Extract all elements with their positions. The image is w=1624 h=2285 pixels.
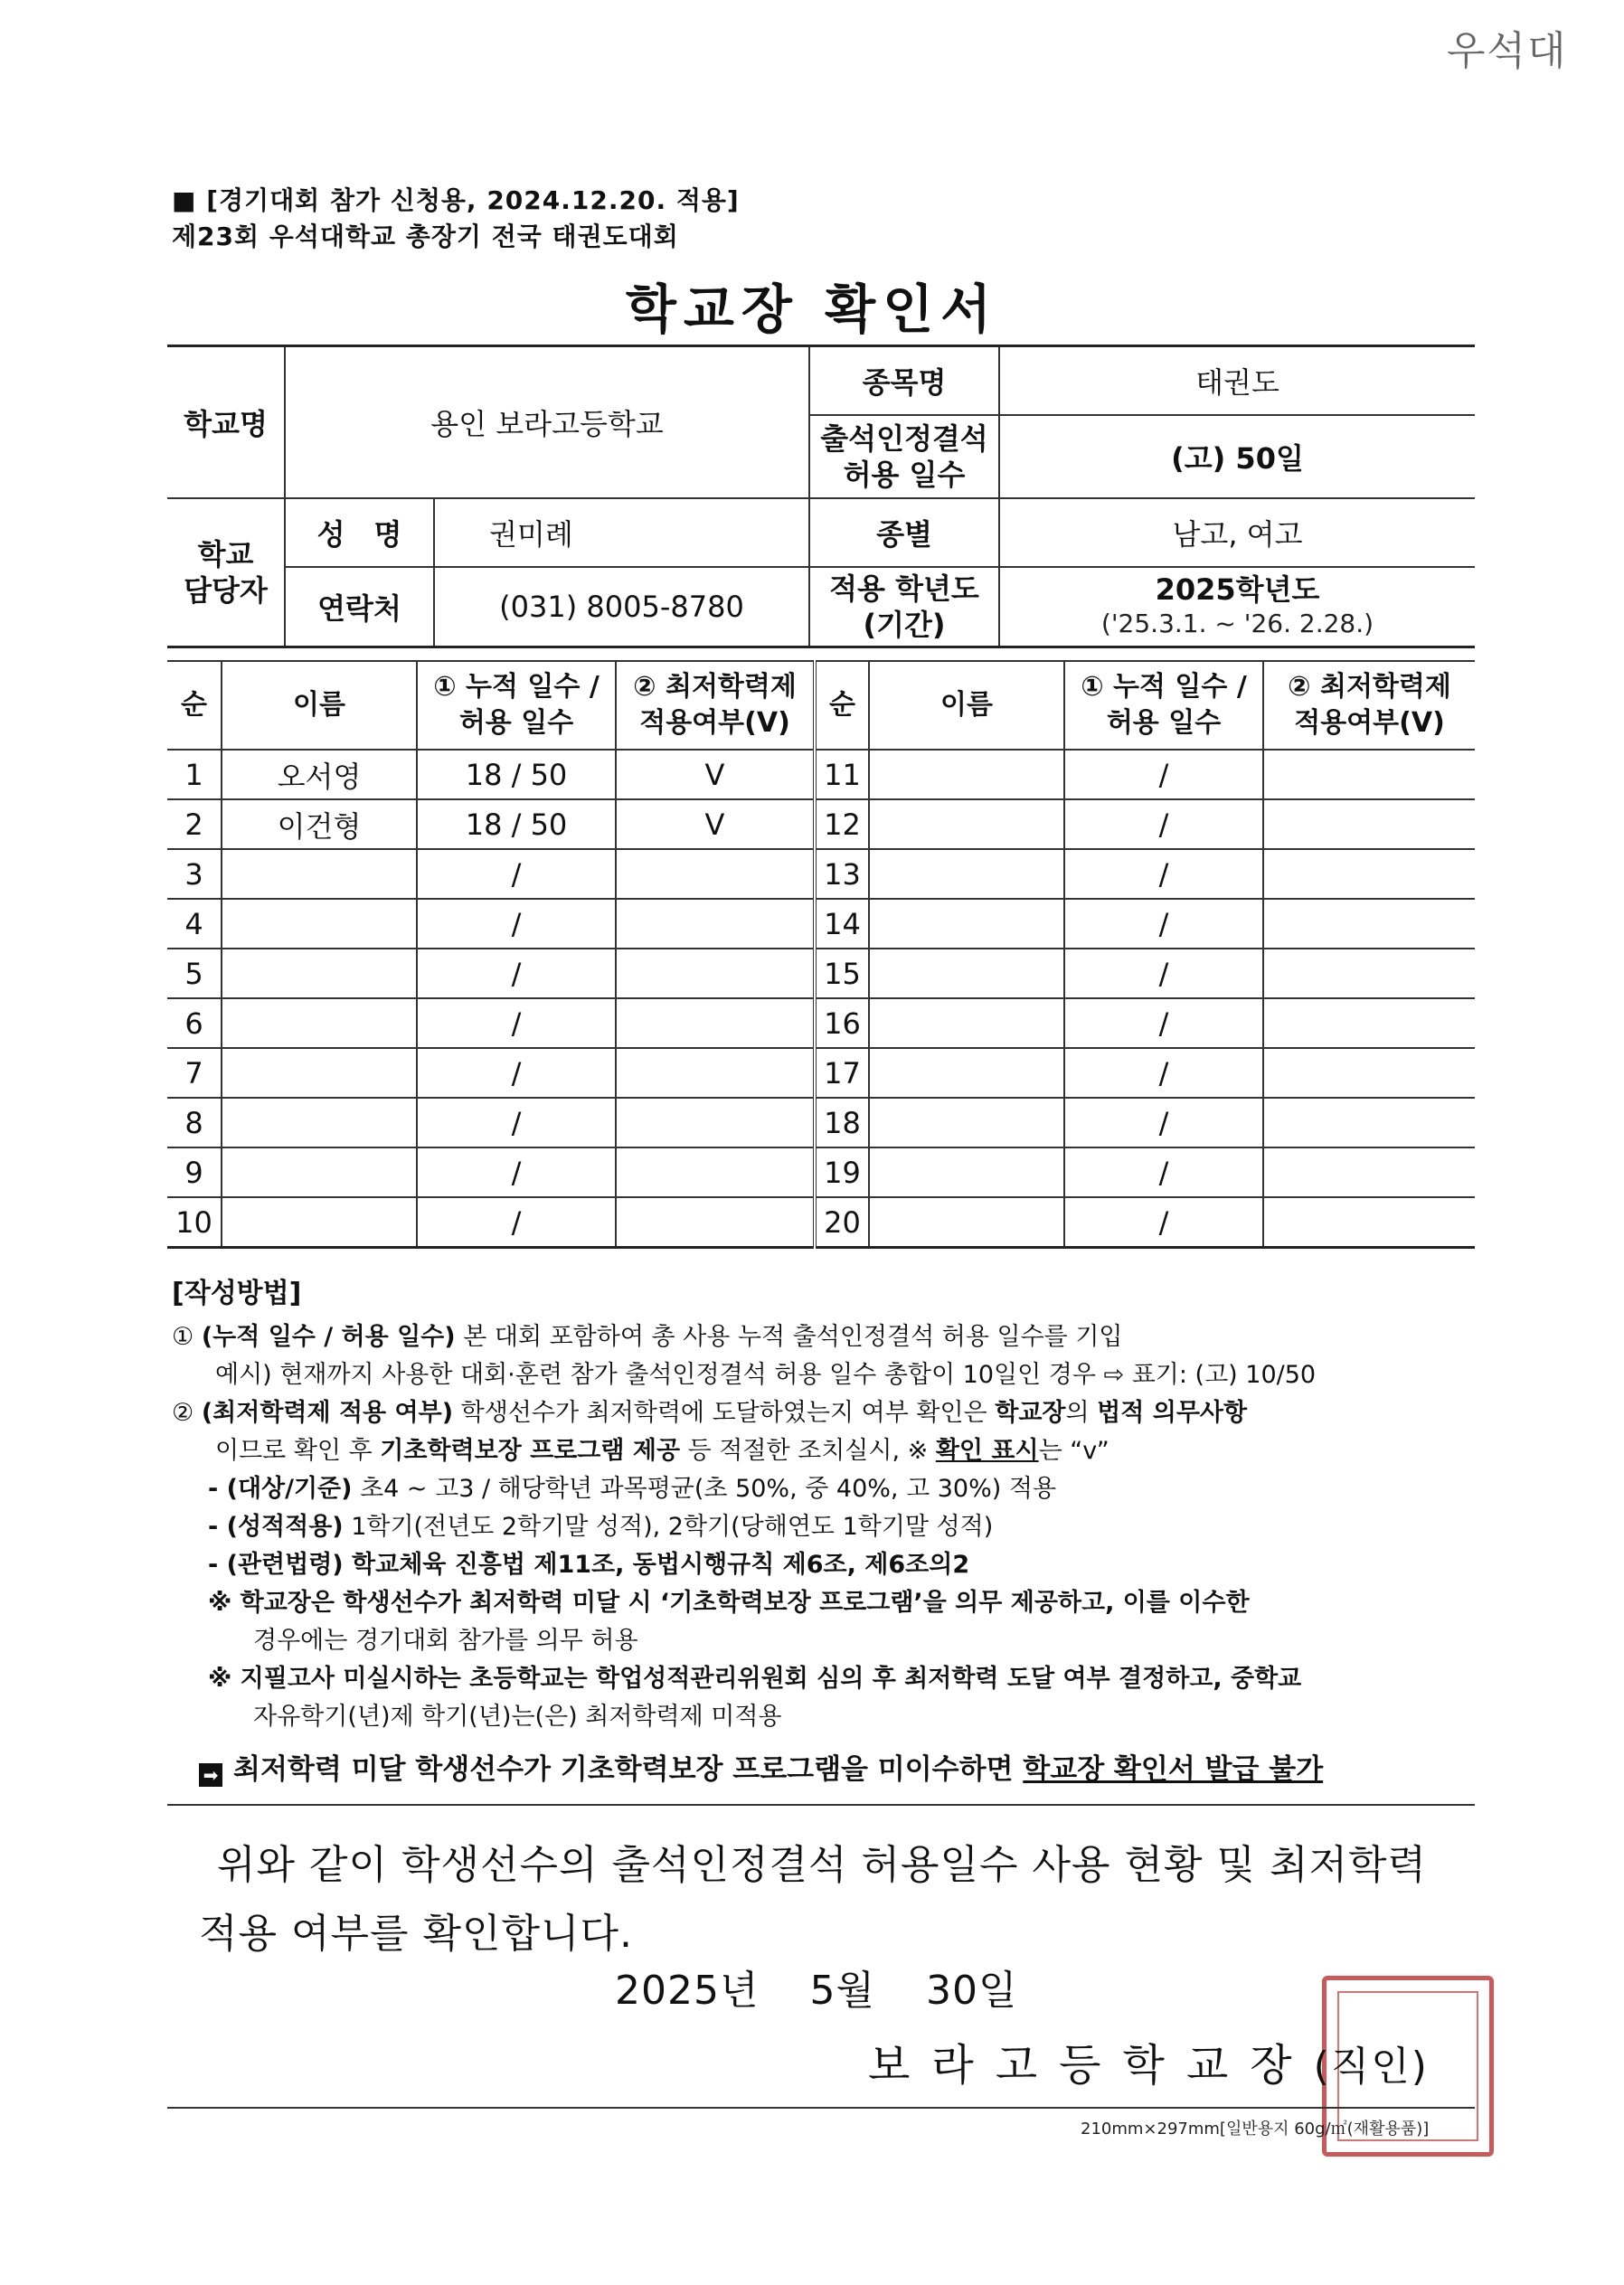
criteria-grade-text: 1학기(전년도 2학기말 성적), 2학기(당해연도 1학기말 성적) [343, 1513, 994, 1541]
instructions-title: [작성방법] [172, 1278, 302, 1309]
row-name [222, 949, 417, 998]
school-name-value: 용인 보라고등학교 [285, 346, 809, 499]
instruction-1-text: 본 대회 포함하여 총 사용 누적 출석인정결석 허용 일수를 기입 [455, 1323, 1123, 1351]
date-day: 30일 [925, 1968, 1018, 2014]
row-no-right: 14 [815, 899, 869, 949]
table-row [167, 1197, 1475, 1248]
header-days-right-line2: 허용 일수 [1106, 707, 1222, 739]
sport-label: 종목명 [809, 346, 999, 416]
note-1-line1: ※ 학교장은 학생선수가 최저학력 미달 시 ‘기초학력보장 프로그램’을 의무 제공하고, 이를 이수한 [208, 1589, 1250, 1617]
row-days-right: / [1064, 750, 1263, 799]
divider [167, 1804, 1475, 1806]
criteria-target [172, 1470, 1474, 1508]
row-name-right [869, 849, 1064, 899]
instruction-1-example: 예시) 현재까지 사용한 대회·훈련 참가 출석인정결석 허용 일수 총합이 10일인 경우 ⇨ 표기: (고) 10/50 [215, 1361, 1317, 1389]
row-days: / [417, 1098, 616, 1147]
row-days-right: / [1064, 799, 1263, 849]
row-no-right: 13 [815, 849, 869, 899]
row-no: 3 [167, 849, 222, 899]
manager-name-label: 성 명 [285, 498, 434, 567]
table-row [167, 949, 1475, 998]
school-year-period: ('25.3.1. ~ '26. 2.28.) [1100, 609, 1374, 638]
row-no-right: 15 [815, 949, 869, 998]
note-2-line2: 자유학기(년)제 학기(년)는(은) 최저학력제 미적용 [253, 1703, 782, 1731]
manager-label-line2: 담당자 [184, 573, 268, 608]
row-min-score-right [1263, 849, 1475, 899]
row-min-score-right [1263, 949, 1475, 998]
handwritten-note: 우석대 [1447, 28, 1568, 74]
header-days-line2: 허용 일수 [458, 707, 574, 739]
row-name: 오서영 [222, 750, 417, 799]
row-no: 8 [167, 1098, 222, 1147]
final-warning-underline: 학교장 확인서 발급 불가 [1023, 1753, 1324, 1786]
school-name-label: 학교명 [167, 346, 285, 499]
confirmation-line1: 위와 같이 학생선수의 출석인정결석 허용일수 사용 현황 및 최저학력 [217, 1842, 1427, 1888]
principal-seal-label: (직인) [1313, 2044, 1429, 2090]
row-days: / [417, 1147, 616, 1197]
principal-signature [868, 2030, 1429, 2092]
table-row [167, 750, 1475, 799]
document-title: 학교장 확인서 [625, 279, 999, 340]
row-min-score [616, 1098, 815, 1147]
date-month: 5월 [809, 1968, 875, 2014]
school-year-label-line2: (기간) [863, 608, 946, 642]
row-no: 9 [167, 1147, 222, 1197]
manager-name-value: 권미례 [434, 498, 809, 567]
instruction-2-cont-underline: 확인 표시 [935, 1437, 1039, 1465]
row-min-score [616, 1048, 815, 1098]
contact-value: (031) 8005-8780 [434, 567, 809, 647]
arrow-right-icon: ➡ [199, 1763, 222, 1787]
confirmation-line2: 적용 여부를 확인합니다. [199, 1911, 633, 1957]
header-min-score-right-line1: ② 최저학력제 [1288, 671, 1451, 703]
row-no-right: 17 [815, 1048, 869, 1098]
instruction-2-text-c: 의 [1065, 1399, 1098, 1427]
header-days-line1: ① 누적 일수 / [433, 671, 600, 703]
school-year-label [809, 567, 999, 647]
final-warning-text: 최저학력 미달 학생선수가 기초학력보장 프로그램을 미이수하면 [233, 1753, 1024, 1786]
instruction-2-cont-bold: 기초학력보장 프로그램 제공 [380, 1437, 681, 1465]
row-name [222, 1048, 417, 1098]
header-days [417, 661, 616, 750]
criteria-grade-label: - (성적적용) [208, 1513, 344, 1541]
row-name [222, 899, 417, 949]
row-min-score [616, 849, 815, 899]
instructions-section [172, 1275, 1474, 1789]
criteria-target-text: 초4 ~ 고3 / 해당학년 과목평균(초 50%, 중 40%, 고 30%) 적용 [352, 1475, 1057, 1503]
row-days: / [417, 899, 616, 949]
sport-value: 태권도 [999, 346, 1475, 416]
table-row [167, 799, 1475, 849]
header-no-right: 순 [815, 661, 869, 750]
row-no: 4 [167, 899, 222, 949]
row-min-score-right [1263, 998, 1475, 1048]
row-days-right: / [1064, 1197, 1263, 1248]
row-no-right: 20 [815, 1197, 869, 1248]
row-min-score-right [1263, 750, 1475, 799]
row-min-score-right [1263, 1048, 1475, 1098]
row-name-right [869, 1048, 1064, 1098]
row-name [222, 1147, 417, 1197]
header-min-score-right-line2: 적용여부(V) [1294, 707, 1445, 739]
row-days: / [417, 849, 616, 899]
row-no: 1 [167, 750, 222, 799]
row-name [222, 998, 417, 1048]
header-min-score-line2: 적용여부(V) [639, 707, 790, 739]
instruction-2-heading: (최저학력제 적용 여부) [201, 1399, 454, 1427]
final-warning [172, 1751, 1474, 1789]
row-min-score-right [1263, 899, 1475, 949]
student-list-table [167, 660, 1475, 1249]
row-name [222, 1098, 417, 1147]
instruction-2-cont-b: 등 적절한 조치실시, ※ [680, 1437, 936, 1465]
note-1-line2: 경우에는 경기대회 참가를 의무 허용 [253, 1627, 638, 1655]
instruction-1-heading: (누적 일수 / 허용 일수) [201, 1323, 456, 1351]
principal-name: 보라고등학교장 [868, 2040, 1314, 2091]
contact-label: 연락처 [285, 567, 434, 647]
criteria-law-text: 학교체육 진흥법 제11조, 동법시행규칙 제6조, 제6조의2 [343, 1551, 970, 1579]
row-min-score [616, 1147, 815, 1197]
header-days-right [1064, 661, 1263, 750]
row-days-right: / [1064, 849, 1263, 899]
instruction-item-2 [172, 1394, 1474, 1432]
row-min-score [616, 949, 815, 998]
row-days-right: / [1064, 949, 1263, 998]
absence-days-label-line1: 출석인정결석 [820, 421, 988, 456]
instruction-2-bold-d: 법적 의무사항 [1097, 1399, 1248, 1427]
row-days-right: / [1064, 1048, 1263, 1098]
row-name-right [869, 949, 1064, 998]
row-name [222, 849, 417, 899]
row-min-score-right [1263, 1098, 1475, 1147]
row-min-score [616, 998, 815, 1048]
row-min-score-right [1263, 799, 1475, 849]
school-year-value [999, 567, 1475, 647]
header-min-score [616, 661, 815, 750]
row-name-right [869, 998, 1064, 1048]
row-min-score [616, 1197, 815, 1248]
row-no-right: 12 [815, 799, 869, 849]
manager-label-line1: 학교 [197, 537, 254, 571]
row-min-score: V [616, 750, 815, 799]
header-event-name: 제23회 우석대학교 총장기 전국 태권도대회 [172, 222, 679, 251]
instruction-2-cont-c: 는 “v” [1038, 1437, 1109, 1465]
table-row [167, 849, 1475, 899]
header-name: 이름 [222, 661, 417, 750]
table-row [167, 1048, 1475, 1098]
instruction-item-1 [172, 1318, 1474, 1356]
note-2-line1: ※ 지필고사 미실시하는 초등학교는 학업성적관리위원회 심의 후 최저학력 도달 여부 결정하고, 중학교 [208, 1665, 1302, 1693]
row-no-right: 18 [815, 1098, 869, 1147]
row-no: 7 [167, 1048, 222, 1098]
row-min-score: V [616, 799, 815, 849]
criteria-grade [172, 1508, 1474, 1546]
absence-days-label-line2: 허용 일수 [843, 458, 966, 492]
row-days: / [417, 1048, 616, 1098]
row-no: 6 [167, 998, 222, 1048]
row-name-right [869, 1098, 1064, 1147]
row-name-right [869, 750, 1064, 799]
criteria-target-label: - (대상/기준) [208, 1475, 353, 1503]
row-no-right: 19 [815, 1147, 869, 1197]
row-days-right: / [1064, 1098, 1263, 1147]
instruction-number-1: ① [172, 1323, 194, 1351]
row-days-right: / [1064, 998, 1263, 1048]
row-no-right: 16 [815, 998, 869, 1048]
manager-label [167, 498, 285, 647]
row-name [222, 1197, 417, 1248]
divider-bottom [167, 2107, 1475, 2109]
absence-days-label [809, 415, 999, 498]
row-no-right: 11 [815, 750, 869, 799]
row-no: 2 [167, 799, 222, 849]
header-days-right-line1: ① 누적 일수 / [1081, 671, 1247, 703]
issue-date [615, 1958, 1068, 2016]
row-min-score-right [1263, 1197, 1475, 1248]
row-days: / [417, 1197, 616, 1248]
row-no: 10 [167, 1197, 222, 1248]
row-no: 5 [167, 949, 222, 998]
gender-label: 종별 [809, 498, 999, 567]
row-min-score-right [1263, 1147, 1475, 1197]
header-min-score-line1: ② 최저학력제 [633, 671, 797, 703]
table-row [167, 1098, 1475, 1147]
instruction-2-bold-b: 학교장 [995, 1399, 1066, 1427]
row-days: 18 / 50 [417, 750, 616, 799]
row-days-right: / [1064, 1147, 1263, 1197]
header-min-score-right [1263, 661, 1475, 750]
school-info-table [167, 345, 1475, 648]
date-year: 2025년 [615, 1968, 760, 2014]
school-year-label-line1: 적용 학년도 [829, 571, 979, 606]
instruction-2-cont-a: 이므로 확인 후 [215, 1437, 381, 1465]
school-year: 2025학년도 [1155, 572, 1320, 607]
row-days-right: / [1064, 899, 1263, 949]
paper-spec-footnote: 210mm×297mm[일반용지 60g/㎡(재활용품)] [1081, 2120, 1430, 2139]
row-days: / [417, 949, 616, 998]
header-name-right: 이름 [869, 661, 1064, 750]
header-no: 순 [167, 661, 222, 750]
row-name-right [869, 799, 1064, 849]
row-name-right [869, 1147, 1064, 1197]
row-days: / [417, 998, 616, 1048]
instruction-number-2: ② [172, 1399, 194, 1427]
criteria-law [172, 1546, 1474, 1584]
confirmation-statement [199, 1831, 1483, 1969]
table-row [167, 998, 1475, 1048]
absence-days-value: (고) 50일 [999, 415, 1475, 498]
table-row [167, 899, 1475, 949]
row-min-score [616, 899, 815, 949]
row-days: 18 / 50 [417, 799, 616, 849]
criteria-law-label: - (관련법령) [208, 1551, 344, 1579]
row-name: 이건형 [222, 799, 417, 849]
table-row [167, 1147, 1475, 1197]
instruction-2-continued [172, 1432, 1474, 1470]
instruction-2-text-a: 학생선수가 최저학력에 도달하였는지 여부 확인은 [453, 1399, 996, 1427]
header-application-note: ■ [경기대회 참가 신청용, 2024.12.20. 적용] [172, 185, 740, 215]
gender-value: 남고, 여고 [999, 498, 1475, 567]
row-name-right [869, 1197, 1064, 1248]
row-name-right [869, 899, 1064, 949]
